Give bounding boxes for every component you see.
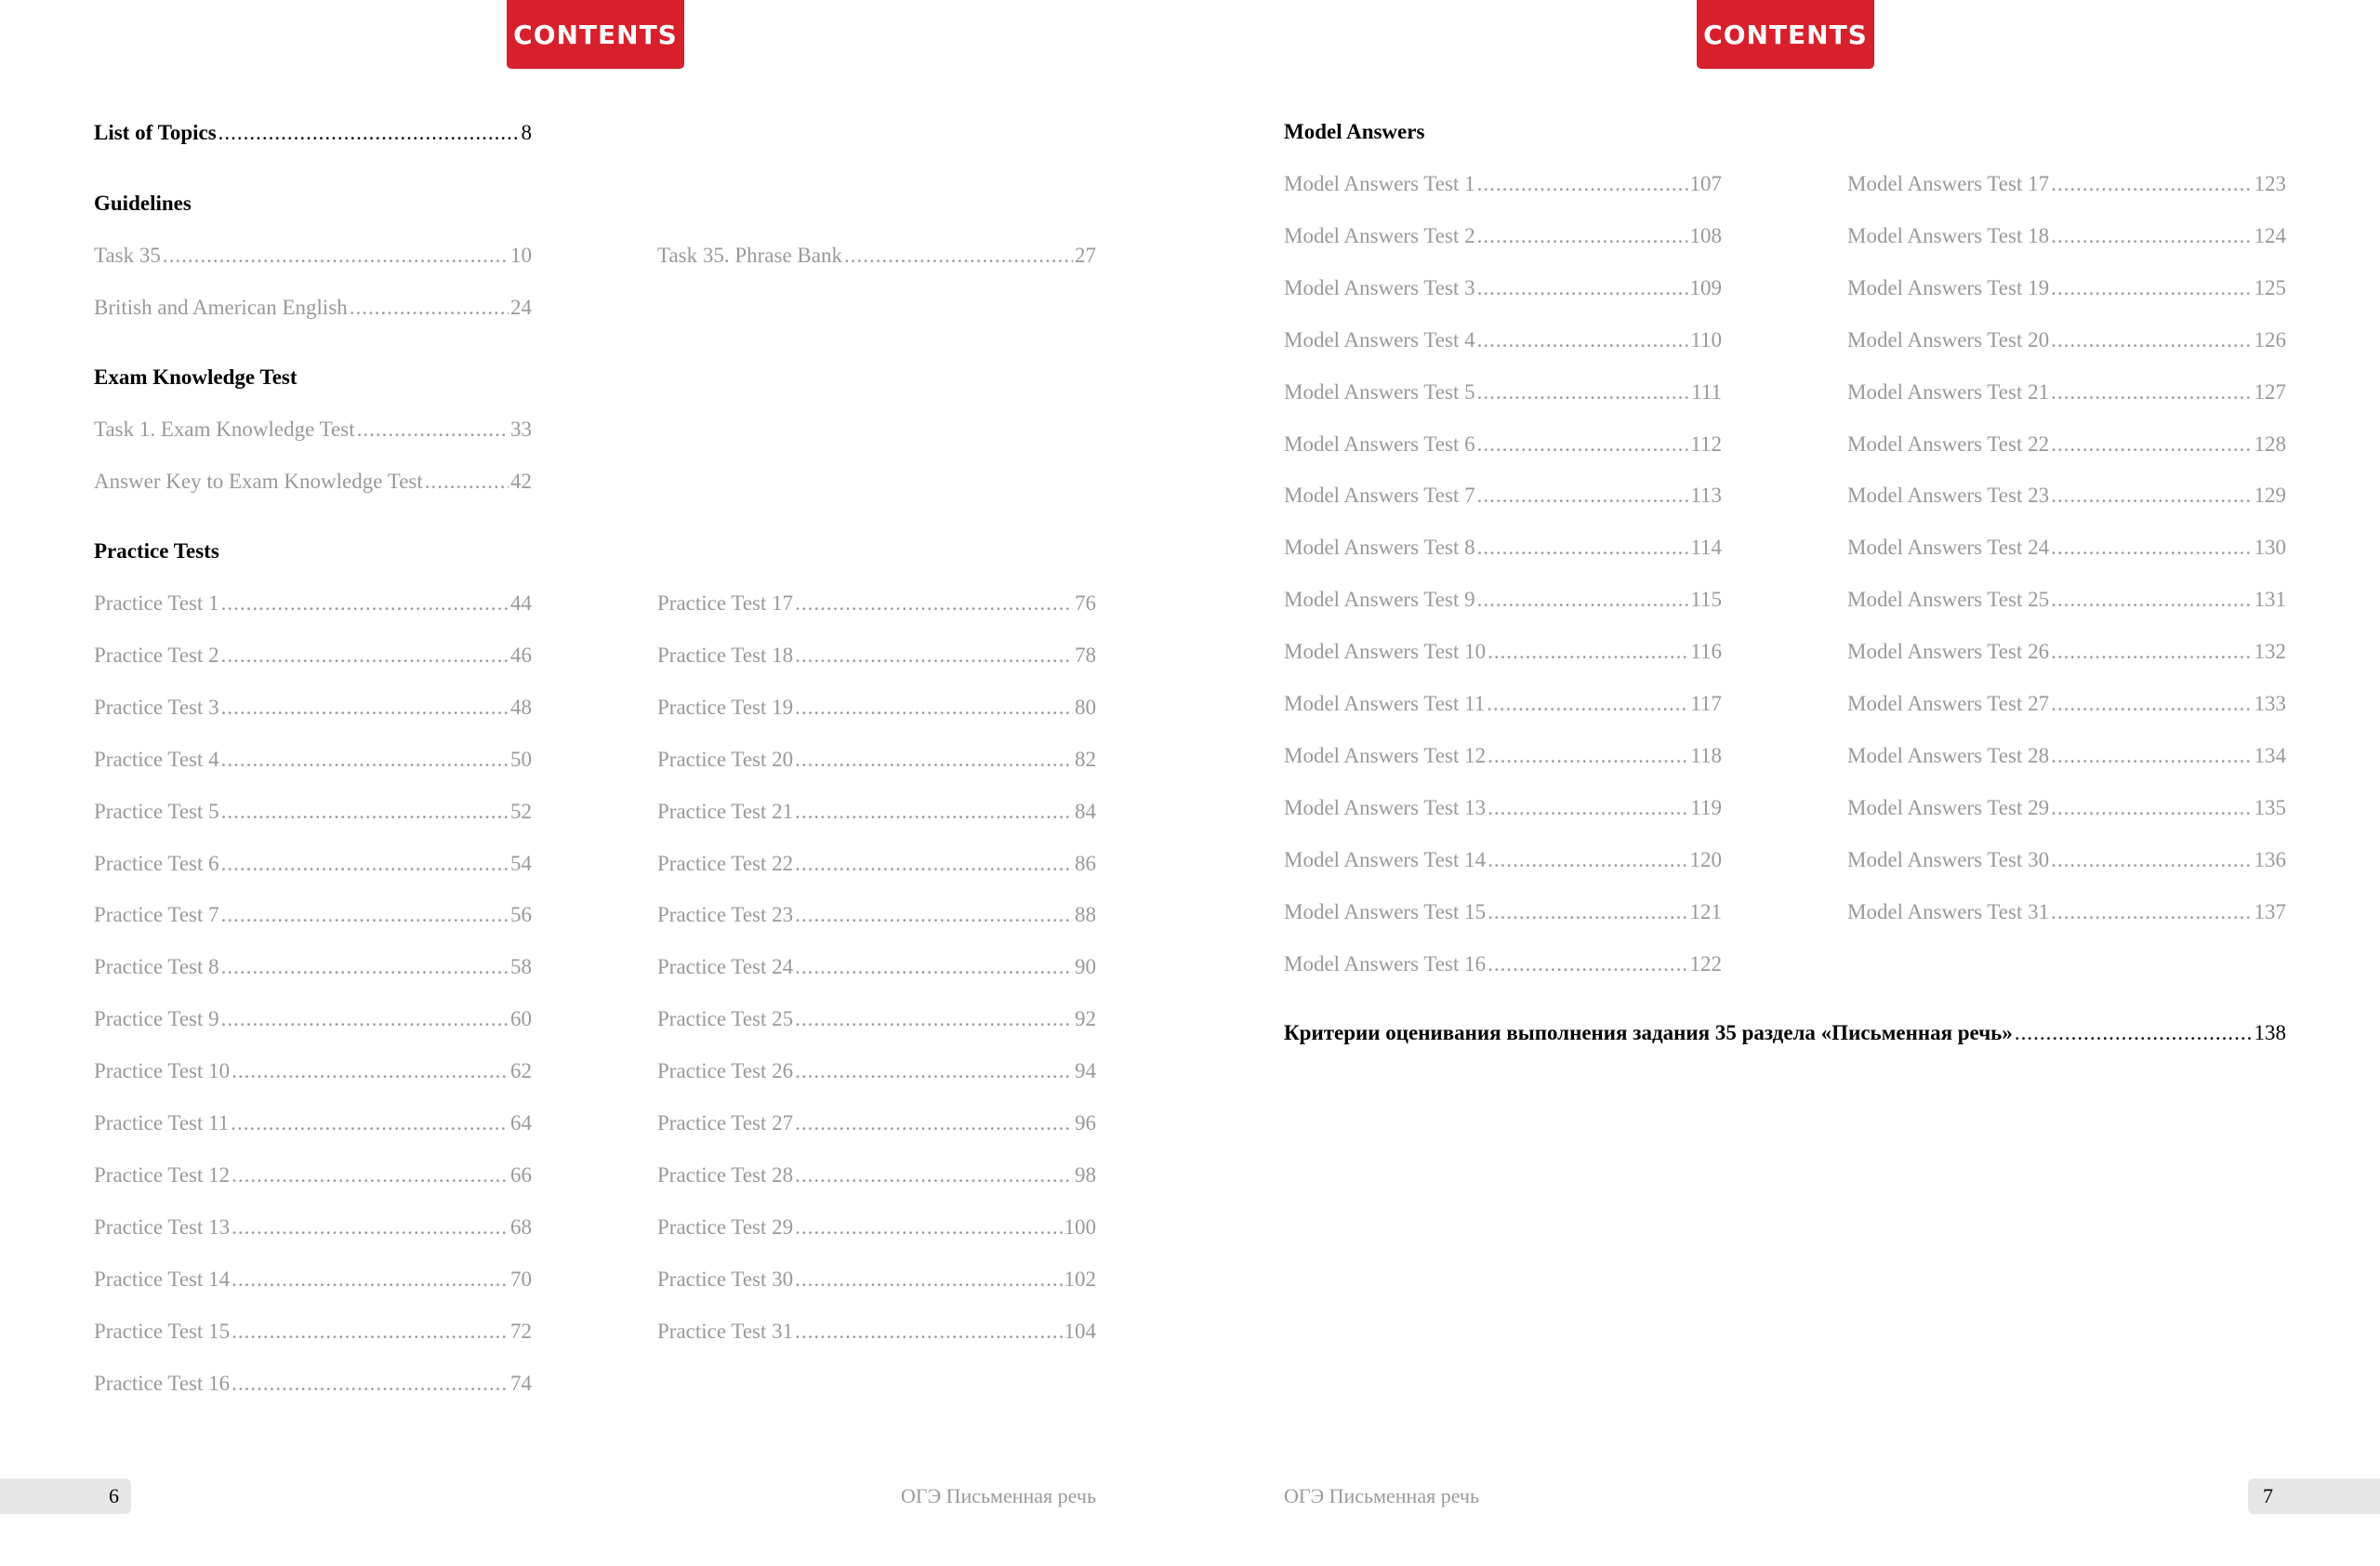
dot-leader [221, 800, 509, 824]
entry-label: Model Answers Test 8 [1284, 536, 1475, 560]
entry-label: Model Answers Test 16 [1284, 951, 1487, 975]
entry-page: 90 [1075, 955, 1096, 979]
entry-page: 125 [2254, 275, 2286, 299]
entry-page: 112 [1690, 431, 1722, 456]
dot-leader [231, 1320, 509, 1344]
entry-label: Model Answers Test 22 [1847, 431, 2050, 456]
dot-leader [231, 1163, 509, 1188]
dot-leader [2051, 744, 2252, 768]
entry-page: 60 [510, 1007, 532, 1031]
entry-page: 52 [510, 799, 532, 823]
dot-leader [221, 955, 509, 979]
entry-label: Practice Test 14 [94, 1267, 231, 1291]
entry-label: Model Answers Test 17 [1847, 172, 2050, 195]
entry-label: Model Answers Test 14 [1284, 847, 1487, 871]
entry-label: Model Answers Test 25 [1847, 588, 2050, 612]
toc-entry[interactable] [1284, 172, 1722, 200]
entry-page: 130 [2254, 536, 2286, 560]
toc-entry[interactable] [657, 1267, 1096, 1295]
toc-entry[interactable] [657, 1215, 1096, 1243]
toc-entry[interactable] [94, 644, 532, 671]
dot-leader [795, 1320, 1062, 1344]
toc-entry[interactable] [657, 1111, 1096, 1139]
entry-label: Model Answers Test 2 [1284, 223, 1475, 247]
dot-leader [2051, 848, 2252, 872]
entry-label: Task 35 [94, 244, 161, 267]
toc-entry[interactable] [1847, 328, 2286, 356]
toc-entry[interactable] [657, 1163, 1096, 1191]
entry-label: Practice Test 20 [657, 747, 794, 771]
toc-entry[interactable] [1284, 900, 1722, 928]
entry-label: Model Answers Test 20 [1847, 327, 2050, 352]
dot-leader [425, 470, 509, 494]
entry-label: Критерии оценивания выполнения задания 35 раздела «Письменная речь» [1284, 1021, 2013, 1044]
toc-entry[interactable] [1284, 692, 1722, 720]
entry-label: Model Answers Test 18 [1847, 223, 2050, 247]
entry-label: Practice Test 5 [94, 799, 219, 823]
entry-label: Practice Test 15 [94, 1319, 231, 1343]
entry-page: 115 [1690, 588, 1722, 612]
entry-label: Practice Test 18 [657, 643, 794, 667]
entry-page: 122 [1689, 951, 1722, 975]
toc-entry[interactable] [1284, 848, 1722, 876]
section-heading-practice-tests: Practice Tests [94, 539, 219, 563]
dot-leader [231, 1215, 509, 1240]
entry-label: Practice Test 13 [94, 1214, 231, 1239]
page-number-tab-right [2248, 1479, 2380, 1514]
dot-leader [2051, 276, 2252, 300]
entry-page: 50 [510, 747, 532, 771]
entry-label: Model Answers Test 1 [1284, 172, 1475, 195]
page-number: 7 [2263, 1484, 2273, 1507]
entry-label: Practice Test 28 [657, 1162, 794, 1187]
dot-leader [221, 644, 509, 668]
entry-label: Practice Test 31 [657, 1319, 794, 1343]
entry-page: 104 [1064, 1319, 1096, 1343]
entry-label: Model Answers Test 21 [1847, 379, 2050, 404]
entry-label: Model Answers Test 6 [1284, 431, 1475, 456]
dot-leader [795, 1059, 1073, 1083]
dot-leader [2051, 380, 2252, 405]
toc-entry[interactable] [1284, 484, 1722, 511]
dot-leader [1488, 952, 1687, 976]
page-number-tab-left [0, 1479, 131, 1514]
entry-page: 78 [1075, 643, 1096, 667]
entry-page: 124 [2254, 223, 2286, 247]
dot-leader [1477, 328, 1689, 352]
entry-label: Practice Test 12 [94, 1162, 231, 1187]
dot-leader [2051, 328, 2252, 352]
dot-leader [218, 121, 520, 145]
toc-entry[interactable] [1847, 432, 2286, 460]
entry-page: 72 [510, 1319, 532, 1343]
toc-entry[interactable] [1284, 328, 1722, 356]
dot-leader [1488, 640, 1688, 664]
entry-page: 48 [510, 695, 532, 719]
entry-page: 98 [1075, 1162, 1096, 1187]
entry-label: Model Answers Test 19 [1847, 275, 2050, 299]
entry-page: 126 [2254, 327, 2286, 352]
toc-entry[interactable] [1284, 744, 1722, 772]
entry-page: 82 [1075, 747, 1096, 771]
entry-label: Practice Test 8 [94, 955, 219, 979]
dot-leader [795, 696, 1073, 720]
toc-entry[interactable] [94, 418, 532, 445]
entry-page: 120 [1689, 847, 1722, 871]
entry-label: Practice Test 17 [657, 591, 794, 615]
dot-leader [1488, 744, 1688, 768]
entry-page: 96 [1075, 1111, 1096, 1135]
entry-page: 123 [2254, 172, 2286, 195]
toc-entry-list-of-topics[interactable] [94, 121, 532, 149]
toc-entry[interactable] [1847, 172, 2286, 200]
entry-page: 108 [1689, 223, 1722, 247]
toc-entry[interactable] [657, 1320, 1096, 1347]
dot-leader [231, 1372, 509, 1396]
toc-entry[interactable] [1847, 536, 2286, 564]
toc-entry[interactable] [657, 591, 1096, 619]
dot-leader [221, 1007, 509, 1031]
entry-page: 117 [1690, 692, 1722, 715]
entry-page: 102 [1064, 1267, 1096, 1291]
entry-label: Model Answers Test 23 [1847, 484, 2050, 508]
dot-leader [2051, 588, 2252, 612]
toc-entry[interactable] [94, 1059, 532, 1087]
entry-page: 66 [510, 1162, 532, 1187]
toc-entry[interactable] [94, 1267, 532, 1295]
entry-page: 68 [510, 1214, 532, 1239]
dot-leader [795, 1111, 1073, 1135]
toc-entry[interactable] [94, 1372, 532, 1400]
toc-entry[interactable] [1847, 744, 2286, 772]
entry-label: Practice Test 11 [94, 1111, 230, 1135]
toc-entry[interactable] [1847, 380, 2286, 408]
dot-leader [2015, 1021, 2253, 1045]
entry-page: 64 [510, 1111, 532, 1135]
contents-tab-right: CONTENTS [1697, 0, 1874, 69]
entry-page: 109 [1689, 275, 1722, 299]
dot-leader [221, 903, 509, 927]
entry-label: Task 1. Exam Knowledge Test [94, 418, 355, 441]
entry-page: 76 [1075, 591, 1096, 615]
dot-leader [221, 748, 509, 772]
entry-page: 111 [1691, 379, 1722, 404]
entry-page: 118 [1690, 743, 1722, 767]
dot-leader [795, 800, 1073, 824]
entry-page: 132 [2254, 640, 2286, 664]
entry-label: Practice Test 27 [657, 1111, 794, 1135]
entry-label: Model Answers Test 24 [1847, 536, 2050, 560]
entry-page: 46 [510, 643, 532, 667]
toc-entry[interactable] [94, 696, 532, 723]
section-heading-model-answers: Model Answers [1284, 120, 1425, 143]
entry-label: Model Answers Test 11 [1284, 692, 1486, 715]
dot-leader [795, 852, 1073, 876]
entry-label: Model Answers Test 3 [1284, 275, 1475, 299]
entry-label: Practice Test 22 [657, 851, 794, 875]
toc-entry[interactable] [94, 955, 532, 983]
contents-tab-left: CONTENTS [507, 0, 684, 69]
toc-entry[interactable] [1847, 900, 2286, 928]
toc-entry-criteria[interactable] [1284, 1021, 2286, 1049]
dot-leader [1477, 536, 1689, 560]
dot-leader [795, 1007, 1073, 1031]
entry-label: Model Answers Test 15 [1284, 899, 1487, 923]
dot-leader [221, 591, 509, 616]
dot-leader [795, 644, 1073, 668]
dot-leader [1477, 224, 1688, 248]
dot-leader [2051, 796, 2252, 820]
toc-entry[interactable] [657, 748, 1096, 776]
entry-label: Model Answers Test 31 [1847, 899, 2050, 923]
entry-page: 100 [1064, 1214, 1096, 1239]
toc-entry[interactable] [657, 800, 1096, 828]
entry-page: 127 [2254, 379, 2286, 404]
entry-page: 133 [2254, 692, 2286, 715]
entry-page: 33 [510, 418, 532, 441]
entry-label: List of Topics [94, 121, 217, 144]
entry-label: Practice Test 24 [657, 955, 794, 979]
entry-page: 116 [1690, 640, 1722, 664]
entry-label: Model Answers Test 12 [1284, 743, 1487, 767]
toc-entry[interactable] [1847, 224, 2286, 252]
entry-label: Practice Test 3 [94, 695, 219, 719]
entry-page: 80 [1075, 695, 1096, 719]
dot-leader [357, 418, 509, 442]
entry-page: 70 [510, 1267, 532, 1291]
entry-label: Practice Test 1 [94, 591, 219, 615]
toc-entry[interactable] [94, 1111, 532, 1139]
dot-leader [795, 591, 1073, 616]
toc-entry[interactable] [1847, 848, 2286, 876]
dot-leader [231, 1111, 509, 1135]
entry-page: 121 [1689, 899, 1722, 923]
entry-page: 27 [1075, 244, 1096, 267]
toc-entry[interactable] [1284, 432, 1722, 460]
toc-entry[interactable] [1284, 796, 1722, 824]
entry-page: 92 [1075, 1007, 1096, 1031]
page-number: 6 [109, 1484, 119, 1507]
dot-leader [795, 955, 1073, 979]
toc-entry[interactable] [94, 800, 532, 828]
toc-entry[interactable] [1847, 484, 2286, 511]
entry-label: Model Answers Test 26 [1847, 640, 2050, 664]
dot-leader [1488, 900, 1687, 924]
dot-leader [350, 296, 509, 320]
footer-title-left: ОГЭ Письменная речь [900, 1484, 1096, 1507]
toc-entry[interactable] [94, 1007, 532, 1035]
toc-entry[interactable] [1847, 796, 2286, 824]
toc-entry[interactable] [657, 1007, 1096, 1035]
dot-leader [2051, 900, 2252, 924]
entry-page: 131 [2254, 588, 2286, 612]
dot-leader [1477, 172, 1688, 196]
dot-leader [231, 1267, 509, 1292]
dot-leader [1477, 276, 1688, 300]
dot-leader [2051, 640, 2252, 664]
entry-page: 58 [510, 955, 532, 979]
dot-leader [163, 244, 509, 268]
entry-label: Model Answers Test 7 [1284, 484, 1475, 508]
toc-entry[interactable] [1847, 588, 2286, 616]
toc-entry[interactable] [1284, 588, 1722, 616]
entry-page: 56 [510, 903, 532, 927]
entry-page: 137 [2254, 899, 2286, 923]
dot-leader [1487, 692, 1688, 716]
entry-page: 114 [1690, 536, 1722, 560]
dot-leader [2051, 692, 2252, 716]
dot-leader [844, 244, 1073, 268]
toc-entry[interactable] [1847, 640, 2286, 668]
dot-leader [795, 903, 1073, 927]
entry-label: Model Answers Test 10 [1284, 640, 1487, 664]
toc-entry[interactable] [94, 1215, 532, 1243]
dot-leader [2051, 484, 2252, 508]
toc-entry[interactable] [1284, 640, 1722, 668]
entry-page: 134 [2254, 743, 2286, 767]
entry-page: 88 [1075, 903, 1096, 927]
dot-leader [1477, 380, 1690, 405]
toc-entry[interactable] [657, 244, 1096, 272]
dot-leader [795, 1163, 1073, 1188]
entry-page: 8 [521, 121, 532, 144]
entry-label: Practice Test 4 [94, 747, 219, 771]
entry-label: Practice Test 23 [657, 903, 794, 927]
toc-entry[interactable] [94, 470, 532, 498]
dot-leader [2051, 224, 2252, 248]
toc-entry[interactable] [94, 296, 532, 324]
entry-label: Model Answers Test 9 [1284, 588, 1475, 612]
toc-entry[interactable] [94, 1320, 532, 1347]
toc-entry[interactable] [657, 955, 1096, 983]
toc-entry[interactable] [657, 903, 1096, 931]
toc-entry[interactable] [1284, 224, 1722, 252]
toc-entry[interactable] [1284, 276, 1722, 304]
entry-label: Model Answers Test 29 [1847, 795, 2050, 819]
dot-leader [1477, 432, 1689, 457]
entry-page: 128 [2254, 431, 2286, 456]
entry-label: Practice Test 9 [94, 1007, 219, 1031]
entry-page: 107 [1689, 172, 1722, 195]
toc-entry[interactable] [94, 748, 532, 776]
entry-page: 138 [2254, 1021, 2286, 1044]
dot-leader [795, 748, 1073, 772]
entry-label: Practice Test 2 [94, 643, 219, 667]
entry-page: 113 [1690, 484, 1722, 508]
entry-label: Practice Test 6 [94, 851, 219, 875]
toc-entry[interactable] [1284, 380, 1722, 408]
entry-label: Practice Test 25 [657, 1007, 794, 1031]
entry-label: Task 35. Phrase Bank [657, 244, 842, 267]
entry-label: Practice Test 16 [94, 1371, 231, 1395]
entry-page: 135 [2254, 795, 2286, 819]
toc-entry[interactable] [1284, 952, 1722, 980]
dot-leader [795, 1215, 1062, 1240]
entry-page: 42 [510, 470, 532, 493]
entry-label: Practice Test 29 [657, 1214, 794, 1239]
dot-leader [231, 1059, 509, 1083]
toc-entry[interactable] [657, 696, 1096, 723]
entry-label: British and American English [94, 296, 348, 319]
entry-label: Model Answers Test 27 [1847, 692, 2050, 715]
entry-page: 62 [510, 1059, 532, 1083]
entry-label: Practice Test 7 [94, 903, 219, 927]
entry-page: 84 [1075, 799, 1096, 823]
dot-leader [795, 1267, 1062, 1292]
toc-entry[interactable] [94, 903, 532, 931]
entry-page: 94 [1075, 1059, 1096, 1083]
dot-leader [1477, 588, 1689, 612]
toc-entry[interactable] [657, 1059, 1096, 1087]
footer-title-right: ОГЭ Письменная речь [1284, 1484, 1480, 1507]
entry-label: Model Answers Test 30 [1847, 847, 2050, 871]
section-heading-guidelines: Guidelines [94, 192, 192, 215]
entry-label: Practice Test 30 [657, 1267, 794, 1291]
toc-entry[interactable] [657, 852, 1096, 880]
entry-label: Model Answers Test 5 [1284, 379, 1475, 404]
entry-label: Practice Test 19 [657, 695, 794, 719]
toc-entry[interactable] [94, 591, 532, 619]
dot-leader [2051, 432, 2252, 457]
dot-leader [1488, 848, 1687, 872]
entry-label: Practice Test 21 [657, 799, 794, 823]
entry-page: 44 [510, 591, 532, 615]
entry-page: 119 [1690, 795, 1722, 819]
dot-leader [2051, 172, 2252, 196]
toc-entry[interactable] [94, 852, 532, 880]
dot-leader [221, 696, 509, 720]
entry-page: 86 [1075, 851, 1096, 875]
toc-entry[interactable] [657, 644, 1096, 671]
entry-page: 54 [510, 851, 532, 875]
entry-page: 24 [510, 296, 532, 319]
toc-entry[interactable] [1847, 276, 2286, 304]
entry-label: Model Answers Test 28 [1847, 743, 2050, 767]
entry-page: 110 [1690, 327, 1722, 352]
toc-entry[interactable] [1284, 536, 1722, 564]
entry-label: Practice Test 10 [94, 1059, 231, 1083]
dot-leader [1477, 484, 1689, 508]
entry-label: Practice Test 26 [657, 1059, 794, 1083]
toc-entry[interactable] [1847, 692, 2286, 720]
entry-page: 136 [2254, 847, 2286, 871]
entry-label: Answer Key to Exam Knowledge Test [94, 470, 423, 493]
entry-label: Model Answers Test 4 [1284, 327, 1475, 352]
dot-leader [1488, 796, 1688, 820]
dot-leader [221, 852, 509, 876]
entry-page: 74 [510, 1371, 532, 1395]
entry-label: Model Answers Test 13 [1284, 795, 1487, 819]
toc-entry[interactable] [94, 244, 532, 272]
toc-entry[interactable] [94, 1163, 532, 1191]
section-heading-exam-knowledge-test: Exam Knowledge Test [94, 365, 298, 389]
entry-page: 129 [2254, 484, 2286, 508]
dot-leader [2051, 536, 2252, 560]
entry-page: 10 [510, 244, 532, 267]
